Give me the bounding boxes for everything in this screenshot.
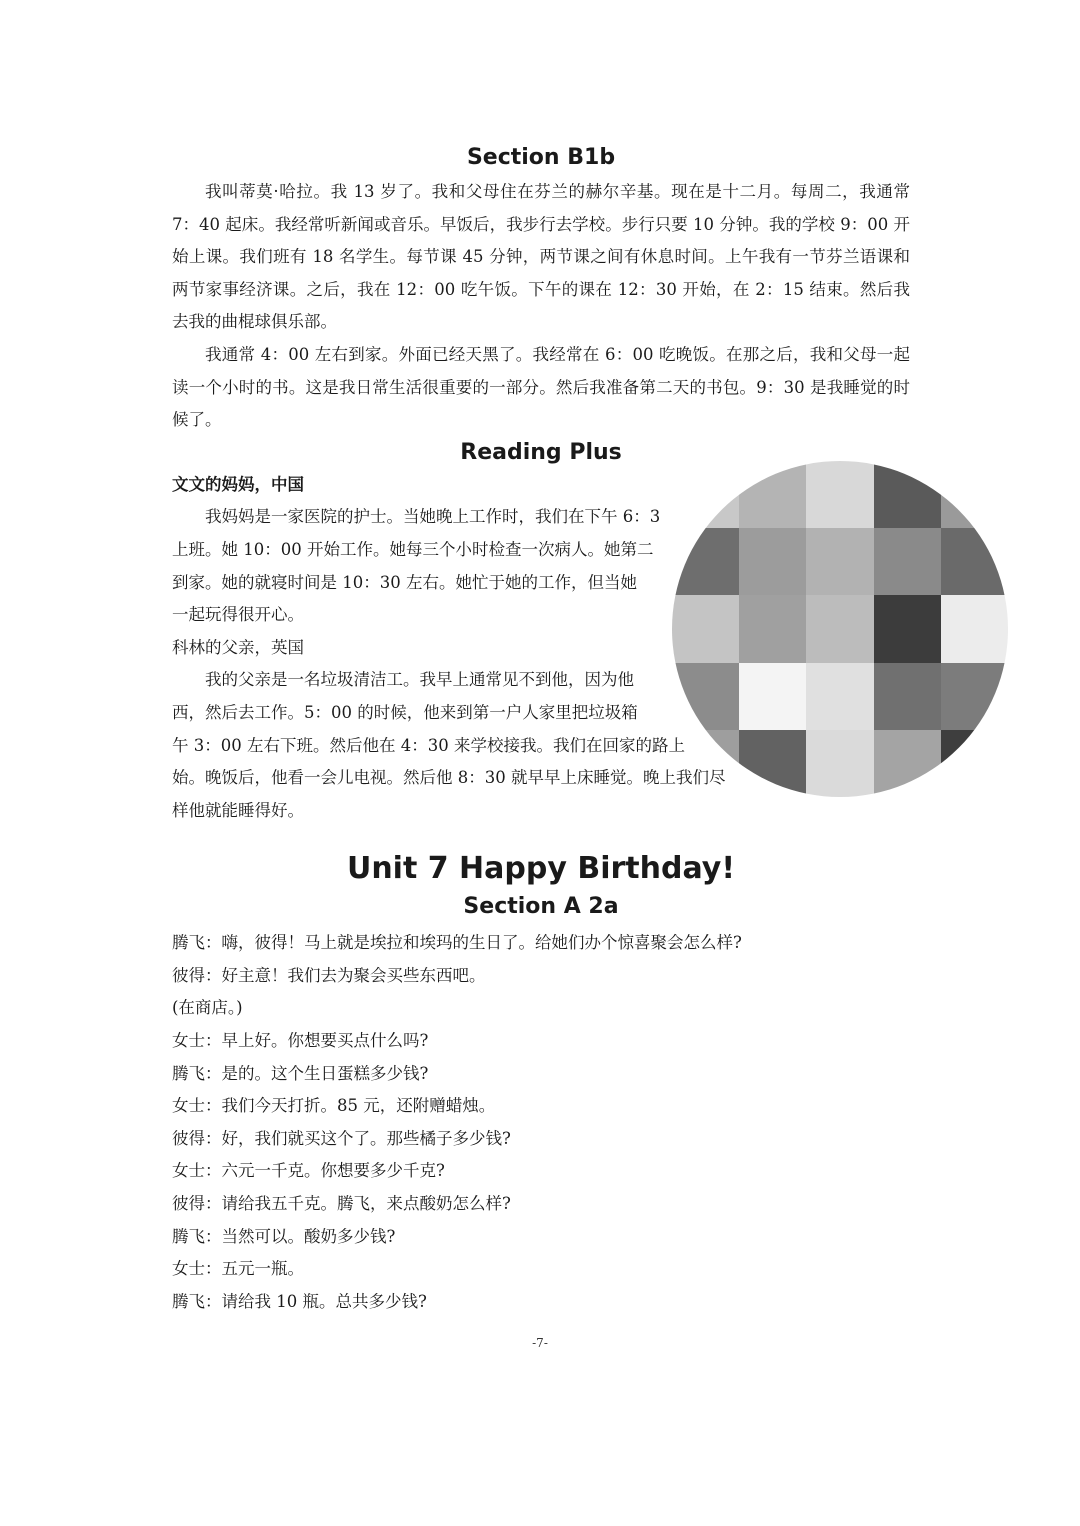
mosaic-cell [874,663,941,730]
mosaic-cell [739,528,806,595]
dialogue-line: 彼得：好，我们就买这个了。那些橘子多少钱? [172,1128,511,1148]
reading-plus-title: Reading Plus [460,439,622,465]
mosaic-cell [806,730,873,797]
mosaic-cell [874,528,941,595]
dialogue-line: (在商店。) [172,998,243,1018]
dialogue-line: 女士：五元一瓶。 [172,1259,304,1279]
mosaic-cell [739,595,806,662]
unit-7-section-title: Section A 2a [463,894,619,920]
dialogue-line: 女士：六元一千克。你想要多少千克? [172,1161,445,1181]
dialogue-line: 腾飞：当然可以。酸奶多少钱? [172,1226,396,1246]
mosaic-cell [806,528,873,595]
mosaic-cell [941,730,1008,797]
dialogue [172,927,910,1318]
mosaic-cell [941,461,1008,528]
mosaic-cell [941,663,1008,730]
dialogue-line: 彼得：请给我五千克。腾飞，来点酸奶怎么样? [172,1194,511,1214]
mosaic-cell [806,461,873,528]
reading-plus-paragraph-2: 我的父亲是一名垃圾清洁工。我早上通常见不到他，因为他 西，然后去工作。5：00 的时候，他来到第一户人家里把垃圾箱 午 3：00 左右下班。然后他在 4：30 来学校接我。我们在回家的路上 始。晚饭后，他看一会儿电视。然后他 8：30 就早早上床睡觉。晚上我们尽 样他就能睡得好。 [172,670,726,820]
dialogue-line: 腾飞：请给我 10 瓶。总共多少钱? [172,1291,427,1311]
section-b1b-paragraph-1: 我叫蒂莫·哈拉。我 13 岁了。我和父母住在芬兰的赫尔辛基。现在是十二月。每周二，我通常 7：40 起床。我经常听新闻或音乐。早饭后，我步行去学校。步行只要 10 分钟。我的学校 9：00 开始上课。我们班有 18 名学生。每节课 45 分钟，两节课之间有休息时间。上午我有一节芬兰语课和两节家事经济课。之后，我在 12：00 吃午饭。下午的课在 12：30 开始，在 2：15 结束。然后我去我的曲棍球俱乐部。 [172,182,916,332]
reading-plus-heading-2: 科林的父亲，英国 [172,637,304,657]
pixelated-mosaic-overlay [672,461,1008,797]
mosaic-cell [941,528,1008,595]
dialogue-line: 彼得：好主意！我们去为聚会买些东西吧。 [172,965,486,985]
dialogue-line: 女士：我们今天打折。85 元，还附赠蜡烛。 [172,1096,496,1116]
reading-plus-heading-1: 文文的妈妈，中国 [172,474,304,494]
section-b1b-paragraph-2: 我通常 4：00 左右到家。外面已经天黑了。我经常在 6：00 吃晚饭。在那之后，我和父母一起读一个小时的书。这是我日常生活很重要的一部分。然后我准备第二天的书包。9：30 是我睡觉的时候了。 [172,344,910,430]
mosaic-cell [874,595,941,662]
section-b1b-title: Section B1b [466,145,616,170]
dialogue-line: 女士：早上好。你想要买点什么吗? [172,1031,429,1051]
mosaic-cell [806,595,873,662]
unit-7-title: Unit 7 Happy Birthday! [346,851,736,887]
mosaic-cell [941,595,1008,662]
reading-plus-paragraph-1: 我妈妈是一家医院的护士。当她晚上工作时，我们在下午 6：3 上班。她 10：00 开始工作。她每三个小时检查一次病人。她第二 到家。她的就寝时间是 10：30 左右。她忙于她的工作，但当她 一起玩得很开心。 [172,507,661,625]
dialogue-line: 腾飞：嗨，彼得！马上就是埃拉和埃玛的生日了。给她们办个惊喜聚会怎么样? [172,933,742,953]
page-number: -7- [532,1336,548,1350]
dialogue-line: 腾飞：是的。这个生日蛋糕多少钱? [172,1063,429,1083]
mosaic-cell [739,663,806,730]
mosaic-cell [672,595,739,662]
mosaic-cell [806,663,873,730]
